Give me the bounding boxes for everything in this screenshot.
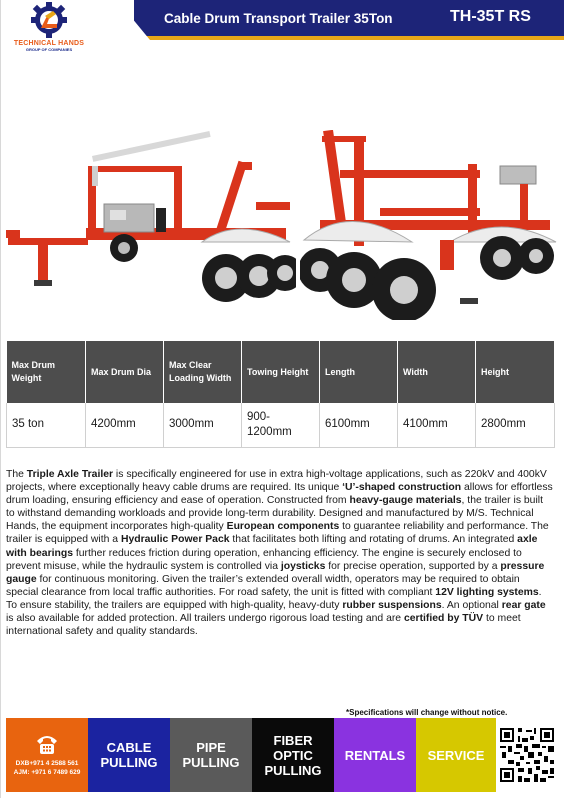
qr-code-icon [498, 726, 556, 784]
spec-value-max-drum-dia: 4200mm [86, 403, 164, 447]
spec-value-height: 2800mm [476, 403, 555, 447]
spec-header-max-drum-weight: Max Drum Weight [7, 341, 86, 403]
footer-services-bar [6, 718, 558, 792]
spec-value-max-drum-weight: 35 ton [7, 403, 86, 447]
fiber-optic-pulling-tile[interactable]: FIBER OPTIC PULLING [252, 718, 334, 792]
trailer-side-view-image [6, 130, 296, 320]
contact-ajm-phone: AJM: +971 6 7489 629 [13, 769, 81, 776]
specifications-notice: *Specifications will change without notice. [346, 708, 508, 717]
spec-header-width: Width [398, 341, 476, 403]
spec-header-height: Height [476, 341, 555, 403]
spec-value-row [7, 403, 555, 447]
contact-tile[interactable] [6, 718, 88, 792]
spec-value-max-clear-loading-width: 3000mm [164, 403, 242, 447]
service-tile[interactable]: SERVICE [416, 718, 496, 792]
page-title: Cable Drum Transport Trailer 35Ton [164, 11, 393, 26]
spec-header-row [7, 341, 555, 403]
contact-dxb-phone: DXB+971 4 2588 561 [15, 760, 79, 767]
model-number: TH-35T RS [450, 8, 531, 25]
spec-value-width: 4100mm [398, 403, 476, 447]
spec-header-length: Length [320, 341, 398, 403]
company-logo [10, 2, 88, 56]
product-description: The Triple Axle Trailer is specifically engineered for use in extra high-voltage applications, such as 220kV and 400kV projects, where exceptionally heavy cable drums are required. Its unique ‘U’-shaped construction allows for effortless drum loading, ensuring efficiency and ease of operation. Constructed from heavy-gauge materials, the trailer is built to withstand demanding workloads and provide long-term durability. Designed and manufactured by M/S. Technical Hands, the equipment incorporates high-quality European components to guarantee reliability and performance. The trailer is equipped with a Hydraulic Power Pack that facilitates both lifting and rotating of drums. An integrated axle with bearings further reduces friction during operation, enhancing efficiency. The engine is securely enclosed to prevent misuse, while the hydraulic system is controlled via joysticks for precise operation, supported by a pressure gauge for continuous monitoring. Given the trailer’s extended overall width, operators may be required to obtain special clearance from local traffic authorities. For road safety, the unit is fitted with compliant 12V lighting systems. To ensure stability, the trailers are equipped with high-quality, heavy-duty rubber suspensions. An optional rear gate is also available for added protection. All trailers undergo rigorous load testing and are certified by TÜV to meet international safety and quality standards. [6, 469, 553, 638]
spec-value-towing-height: 900-1200mm [242, 403, 320, 447]
cable-pulling-tile[interactable]: CABLE PULLING [88, 718, 170, 792]
spec-value-length: 6100mm [320, 403, 398, 447]
phone-icon [35, 733, 59, 755]
spec-header-towing-height: Towing Height [242, 341, 320, 403]
gear-hand-logo-icon [27, 2, 71, 40]
pipe-pulling-tile[interactable]: PIPE PULLING [170, 718, 252, 792]
trailer-rear-view-image [300, 130, 558, 320]
spec-header-max-drum-dia: Max Drum Dia [86, 341, 164, 403]
logo-company-name: TECHNICAL HANDS [13, 40, 85, 47]
specifications-table [6, 341, 555, 448]
rentals-tile[interactable]: RENTALS [334, 718, 416, 792]
logo-group-tagline: GROUP OF COMPANIES [25, 47, 73, 52]
spec-header-max-clear-loading-width: Max Clear Loading Width [164, 341, 242, 403]
qr-code-tile[interactable] [496, 718, 558, 792]
title-bar [90, 0, 564, 40]
